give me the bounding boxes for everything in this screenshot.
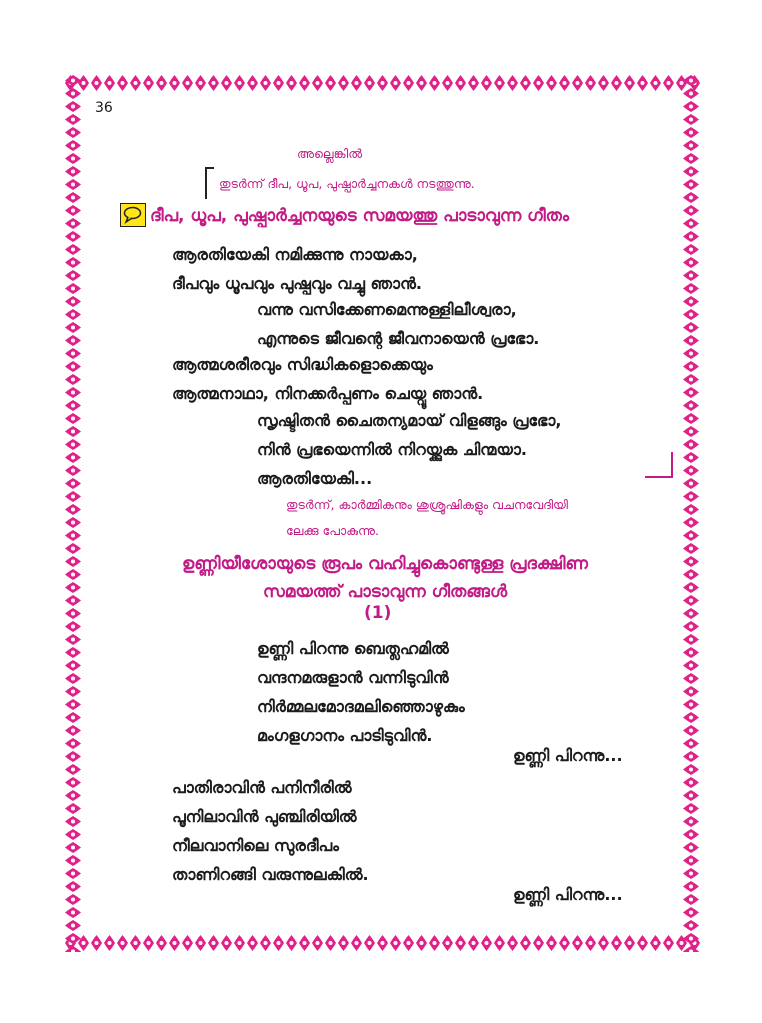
hymn2-stanza1	[257, 634, 465, 750]
page-number: 36	[95, 100, 113, 116]
heading-line: ഉണ്ണിയീശോയുടെ രൂപം വഹിച്ചുകൊണ്ടുള്ള പ്രദക്ഷിണ	[182, 554, 588, 574]
rubric-or: അല്ലെങ്കിൽ	[297, 146, 363, 161]
border-left	[64, 74, 82, 952]
border-bottom	[64, 934, 700, 952]
section1-heading: ദീപ, ധൂപ, പുഷ്പാർച്ചനയുടെ സമയത്തു പാടാവുന്ന ഗീതം	[150, 206, 570, 226]
rubric-line: ലേക്കു പോകുന്നു.	[286, 523, 379, 538]
rubric-continue: തുടർന്ന് ദീപ, ധൂപ, പുഷ്പാർച്ചനകൾ നടത്തുന്നു.	[219, 176, 475, 191]
hymn2-refrain-2: ഉണ്ണി പിറന്നു...	[513, 885, 623, 904]
verse-line: മംഗളഗാനം പാടിടുവിൻ.	[257, 726, 433, 745]
verse-line: ദീപവും ധൂപവും പുഷ്പവും വച്ചു ഞാൻ.	[172, 274, 422, 293]
hymn2-stanza2	[172, 773, 369, 889]
verse-line: നിർമ്മലമോദമലിഞ്ഞൊഴുകും	[257, 697, 465, 716]
verse-line: ആരതിയേകി നമിക്കുന്നു നായകാ,	[172, 245, 418, 264]
verse-line: നീലവാനിലെ സുരദീപം	[172, 836, 339, 855]
border-top	[64, 74, 700, 92]
verse-line: നിൻ പ്രഭയെന്നിൽ നിറയ്ക്കുക ചിന്മയാ.	[257, 440, 527, 459]
hymn1-stanza2	[257, 295, 539, 353]
hymn-number: (1)	[364, 603, 392, 623]
speech-bubble-icon	[120, 203, 146, 227]
verse-line: ഉണ്ണി പിറന്നു ബെത്ലഹമിൽ	[257, 639, 449, 658]
heading-line: സമയത്ത് പാടാവുന്ന ഗീതങ്ങൾ	[262, 582, 508, 602]
section2-heading	[140, 550, 630, 606]
verse-line: വന്നു വസിക്കേണമെന്നുള്ളിലീശ്വരാ,	[257, 300, 517, 319]
verse-line: ആത്മനാഥാ, നിനക്കർപ്പണം ചെയ്വൂ ഞാൻ.	[172, 384, 484, 403]
hymn1-stanza4	[257, 406, 561, 493]
hymn2-refrain: ഉണ്ണി പിറന്നു...	[513, 746, 623, 765]
verse-line: വന്ദനമരുളാൻ വന്നിടുവിൻ	[257, 668, 449, 687]
verse-line: ആരതിയേകി...	[257, 469, 373, 488]
verse-line: ആത്മശരീരവും സിദ്ധികളൊക്കെയും	[172, 355, 433, 374]
hymn1-stanza1	[172, 240, 422, 298]
verse-line: പാതിരാവിൻ പനിനീരിൽ	[172, 778, 352, 797]
verse-line: സൃഷ്ടിതൻ ചൈതന്യമായ് വിളങ്ങും പ്രഭോ,	[257, 411, 562, 430]
rubric-line: തുടർന്ന്, കാർമ്മികനും ശുശ്രൂഷികളും വചനവേദിയി	[286, 497, 569, 512]
rubric-after	[286, 492, 568, 544]
verse-line: എന്നുടെ ജീവന്റെ ജീവനായെൻ പ്രഭോ.	[257, 329, 540, 348]
bracket-start	[205, 167, 214, 199]
hymn1-stanza3	[172, 350, 483, 408]
border-right	[682, 74, 700, 952]
verse-line: പൂനിലാവിൻ പുഞ്ചിരിയിൽ	[172, 807, 357, 826]
bracket-end	[645, 452, 673, 478]
verse-line: താണിറങ്ങി വരുന്നുലകിൽ.	[172, 865, 369, 884]
